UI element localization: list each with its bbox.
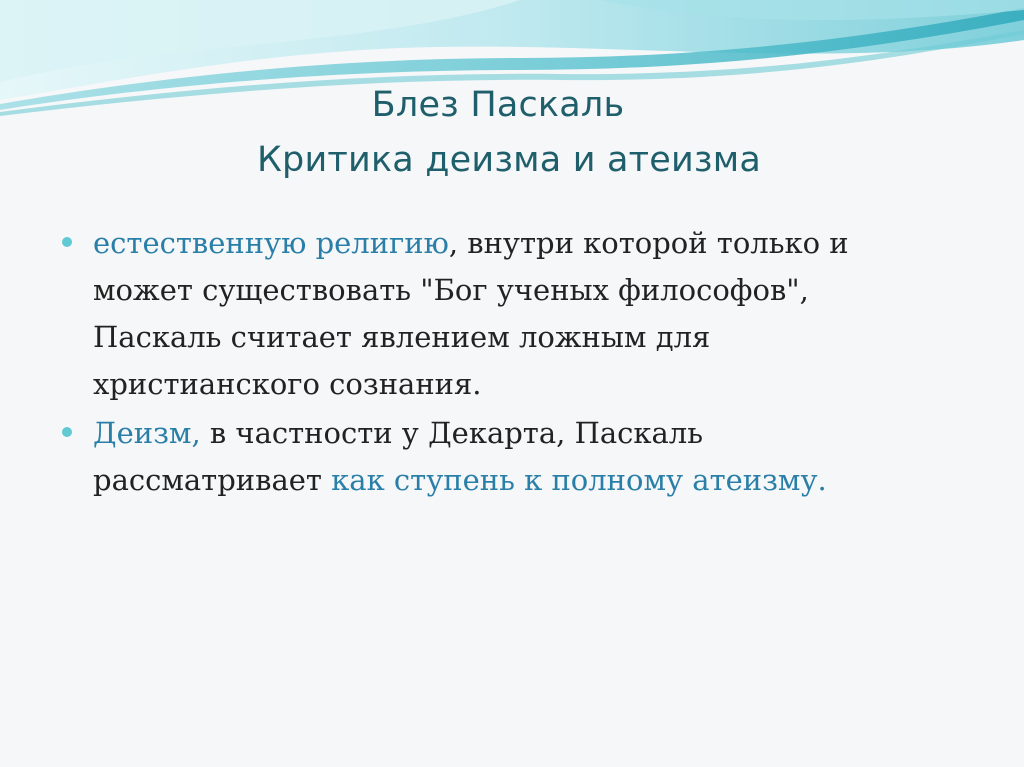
bullet-2-accent-2: как ступень к полному атеизму. xyxy=(331,463,827,497)
bullet-2-text-line-1: в частности у Декарта, Паскаль xyxy=(200,416,704,450)
bullet-1-text-line-4: христианского сознания. xyxy=(93,367,482,401)
bullet-item-1 xyxy=(62,220,962,408)
bullet-2-accent: Деизм, xyxy=(93,416,201,450)
bullet-1-accent: естественную религию xyxy=(93,226,449,260)
slide-title xyxy=(0,78,1024,188)
bullet-2-text-line-2: рассматривает xyxy=(93,463,332,497)
bullet-1-text-line-2: может существовать "Бог ученых философов", xyxy=(93,273,809,307)
bullet-dot-icon xyxy=(62,427,72,437)
bullet-list xyxy=(62,220,962,506)
title-line-1: Блез Паскаль xyxy=(371,85,625,125)
bullet-1-text-line-3: Паскаль считает явлением ложным для xyxy=(93,320,711,354)
title-line-2: Критика деизма и атеизма xyxy=(257,140,761,180)
bullet-dot-icon xyxy=(62,237,72,247)
bullet-1-text-line-1: , внутри которой только и xyxy=(448,226,849,260)
bullet-item-2 xyxy=(62,410,962,504)
